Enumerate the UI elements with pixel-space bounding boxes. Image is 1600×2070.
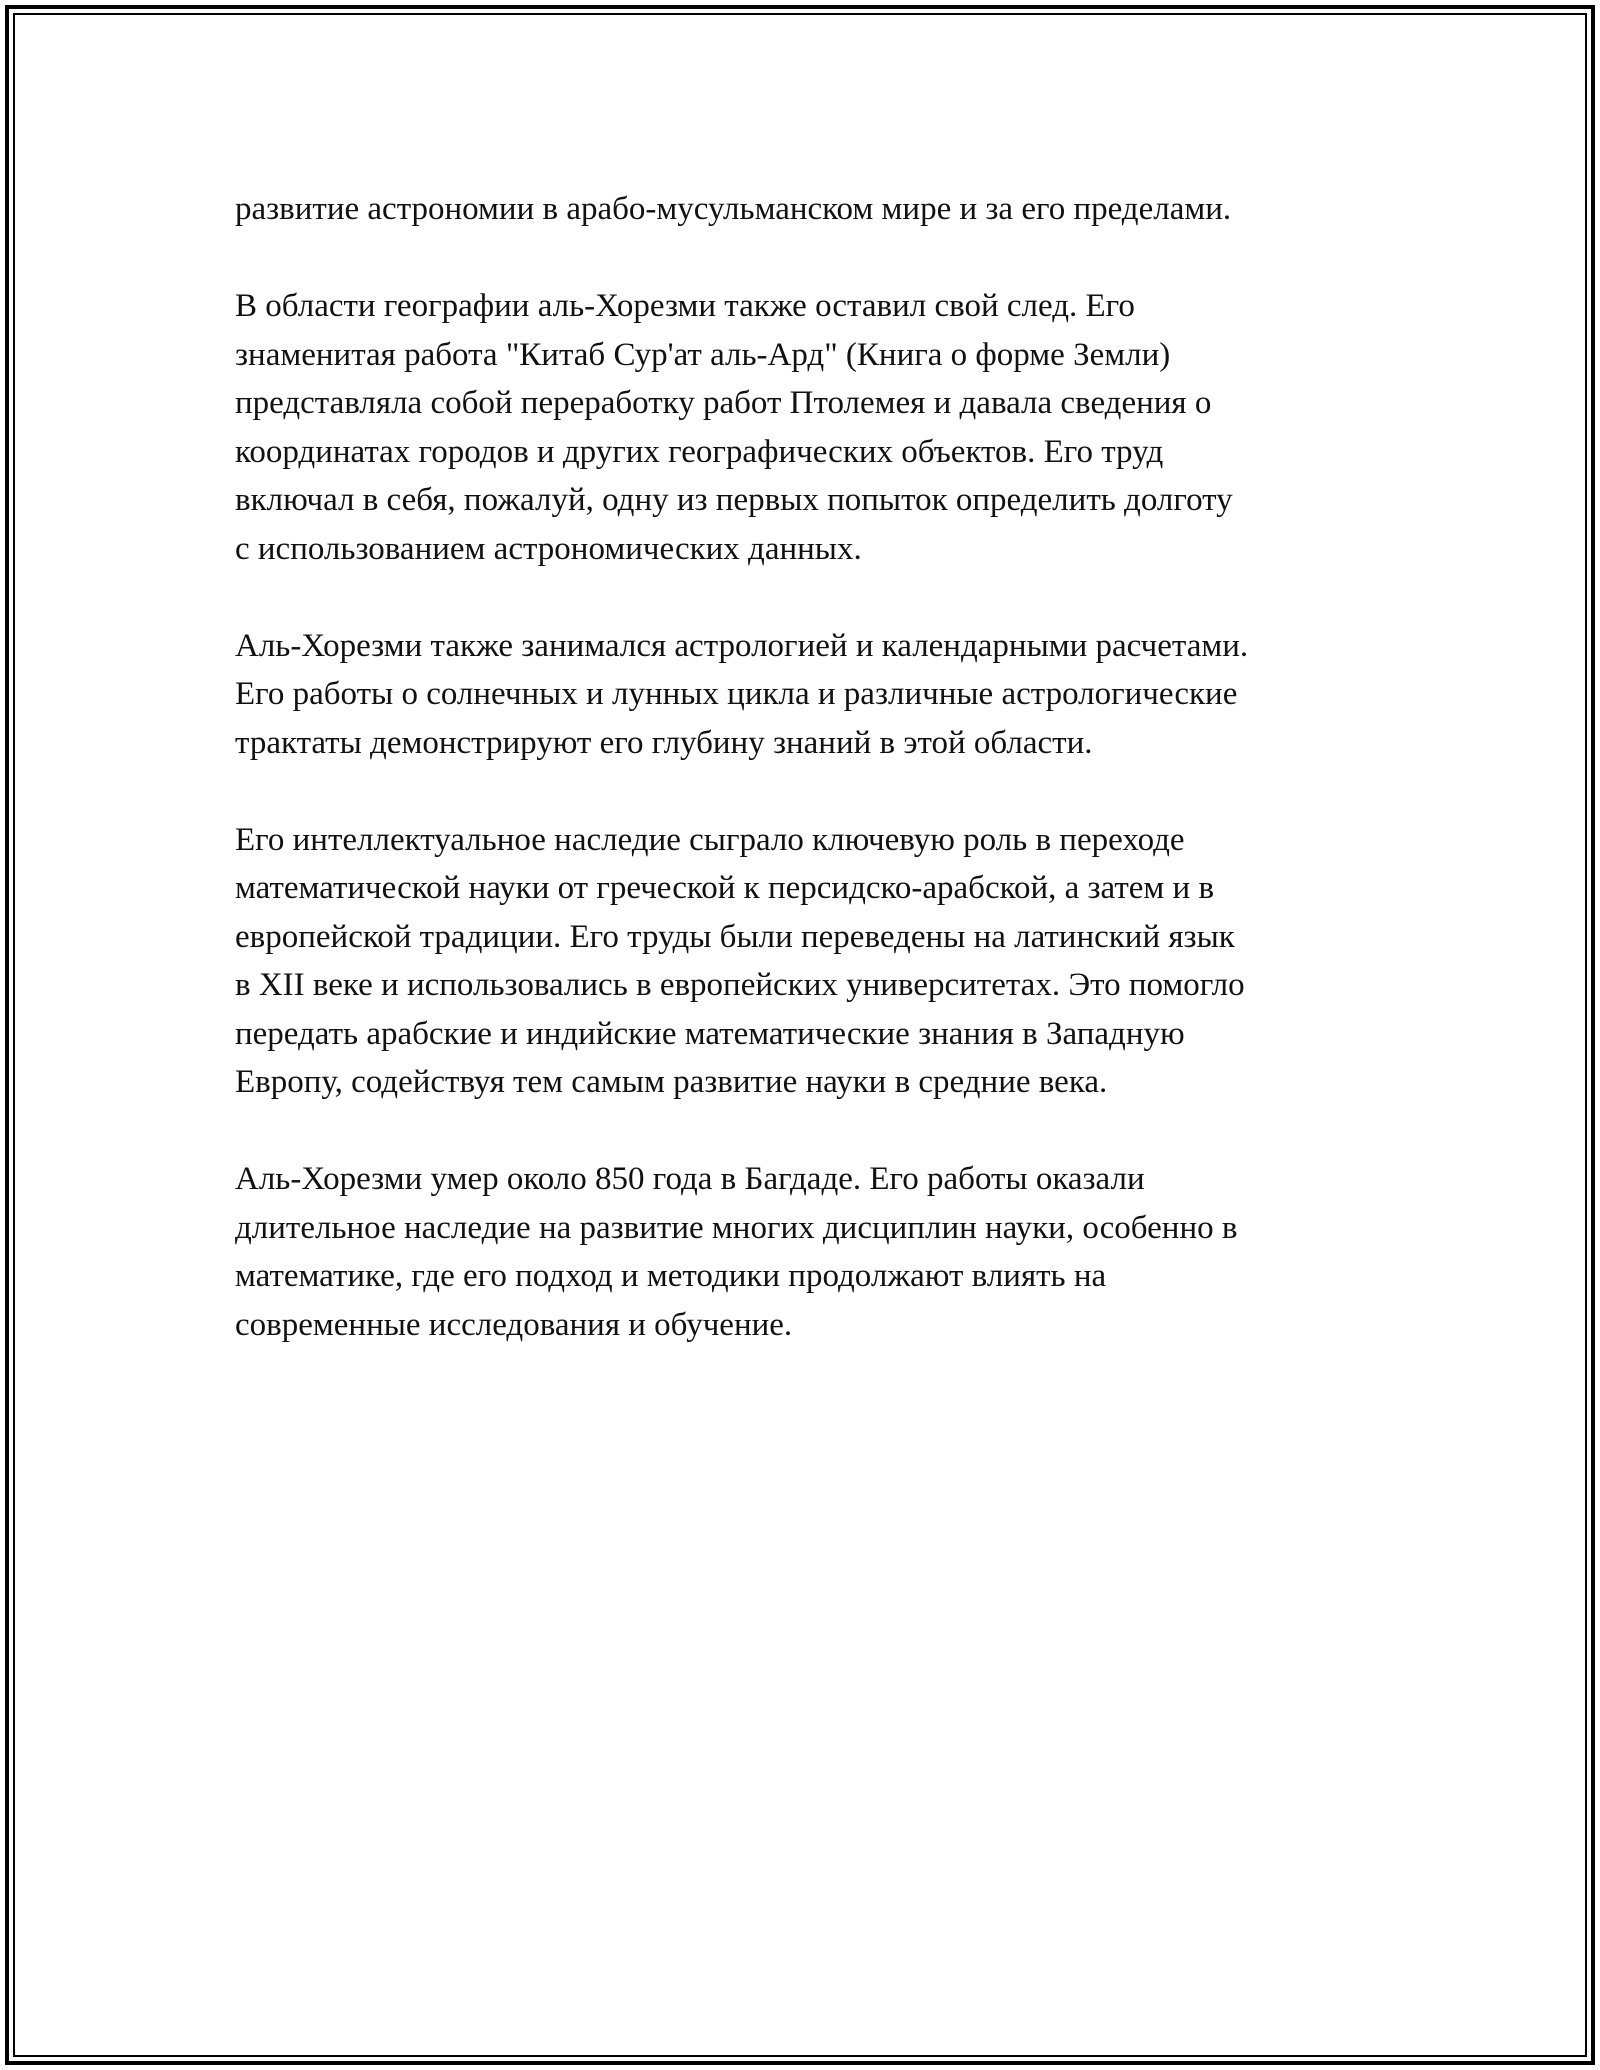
paragraph-astrology: Аль-Хорезми также занимался астрологией и календарными расчетами. Его работы о солнечных и лунных цикла и различные астрологические трактаты демонстрируют его глубину знаний в этой области. — [235, 627, 1249, 761]
paragraph-astronomy-end: развитие астрономии в арабо-мусульманском мире и за его пределами. — [235, 191, 1232, 227]
paragraph-legacy: Его интеллектуальное наследие сыграло ключевую роль в переходе математической науки от греческой к персидско-арабской, а затем и в европейской традиции. Его труды были переведены на латинский язык в XII веке и использовались в европейских университетах. Это помогло передать арабские и индийские математические знания в Западную Европу, содействуя тем самым развитие науки в средние века. — [235, 821, 1245, 1100]
document-body — [235, 185, 1415, 1398]
paragraph-geography: В области географии аль-Хорезми также оставил свой след. Его знаменитая работа "Китаб Сур'ат аль-Ард" (Книга о форме Земли) представляла собой переработку работ Птолемея и давала сведения о координатах городов и других географических объектов. Его труд включал в себя, пожалуй, одну из первых попыток определить долготу с использованием астрономических данных. — [235, 288, 1233, 567]
paragraph-death: Аль-Хорезми умер около 850 года в Багдаде. Его работы оказали длительное наследие на развитие многих дисциплин науки, особенно в математике, где его подход и методики продолжают влиять на современные исследования и обучение. — [235, 1161, 1238, 1343]
